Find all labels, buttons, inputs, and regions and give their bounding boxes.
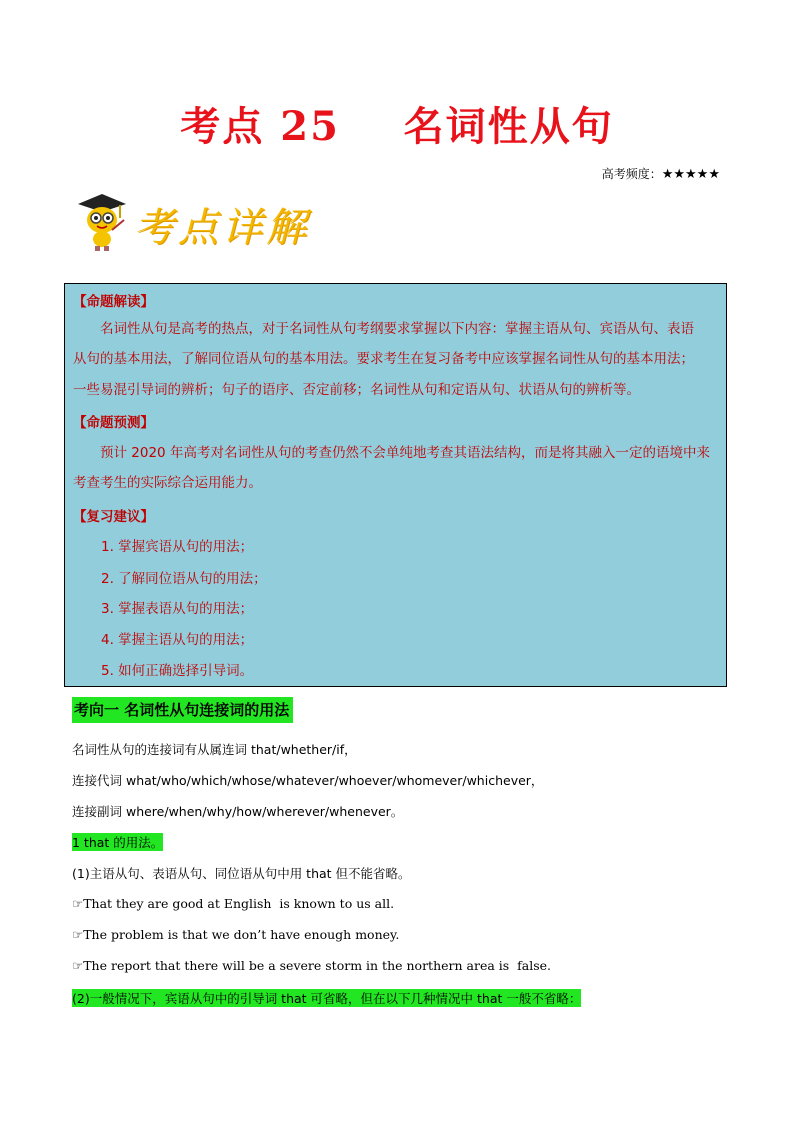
heading-prediction: 【命题预测】 [73,415,154,431]
heading-interpretation: 【命题解读】 [73,294,154,310]
paragraph-line: 名词性从句是高考的热点，对于名词性从句考纲要求掌握以下内容：掌握主语从句、宾语从句、表语 [100,321,694,337]
example-sentence: ☞The report that there will be a severe storm in the northern area is false. [72,958,551,973]
paragraph-line: 预计 2020 年高考对名词性从句的考查仍然不会单纯地考查其语法结构，而是将其融入一定的语境中来 [100,445,710,461]
list-item: 2. 了解同位语从句的用法； [101,571,267,587]
paragraph-line: 从句的基本用法，了解同位语从句的基本用法。要求考生在复习备考中应该掌握名词性从句的基本用法； [73,351,694,367]
subheading-that-usage: 1 that 的用法。 [72,835,164,850]
banner-heading: 考点详解 [134,205,310,251]
scholar-mascot-icon [72,190,132,252]
list-item: 1. 掌握宾语从句的用法； [101,539,254,555]
exam-frequency [602,165,720,182]
highlighted-rule: (2)一般情况下，宾语从句中的引导词 that 可省略，但在以下几种情况中 that 一般不省略： [72,991,582,1006]
body-line: 连接代词 what/who/which/whose/whatever/whoever/whomever/whichever， [72,773,544,788]
body-line: 连接副词 where/when/why/how/wherever/whenever。 [72,804,404,819]
list-item: 3. 掌握表语从句的用法； [101,601,254,617]
section-heading: 考向一 名词性从句连接词的用法 [72,697,293,723]
body-line: 名词性从句的连接词有从属连词 that/whether/if， [72,742,357,757]
paragraph-line: 一些易混引导词的辨析；句子的语序、否定前移；名词性从句和定语从句、状语从句的辨析等。 [73,382,640,398]
list-item: 5. 如何正确选择引导词。 [101,663,254,679]
paragraph-line: 考查考生的实际综合运用能力。 [73,475,262,491]
exam-analysis-box [64,283,727,687]
example-sentence: ☞That they are good at English is known to us all. [72,896,395,911]
body-line: (1)主语从句、表语从句、同位语从句中用 that 但不能省略。 [72,866,411,881]
frequency-stars: ★★★★★ [661,167,720,182]
example-sentence: ☞The problem is that we don’t have enough money. [72,927,400,942]
page-title: 考点 25 名词性从句 [180,103,614,150]
list-item: 4. 掌握主语从句的用法； [101,632,254,648]
heading-review-advice: 【复习建议】 [73,509,154,525]
frequency-label: 高考频度： [601,167,662,181]
